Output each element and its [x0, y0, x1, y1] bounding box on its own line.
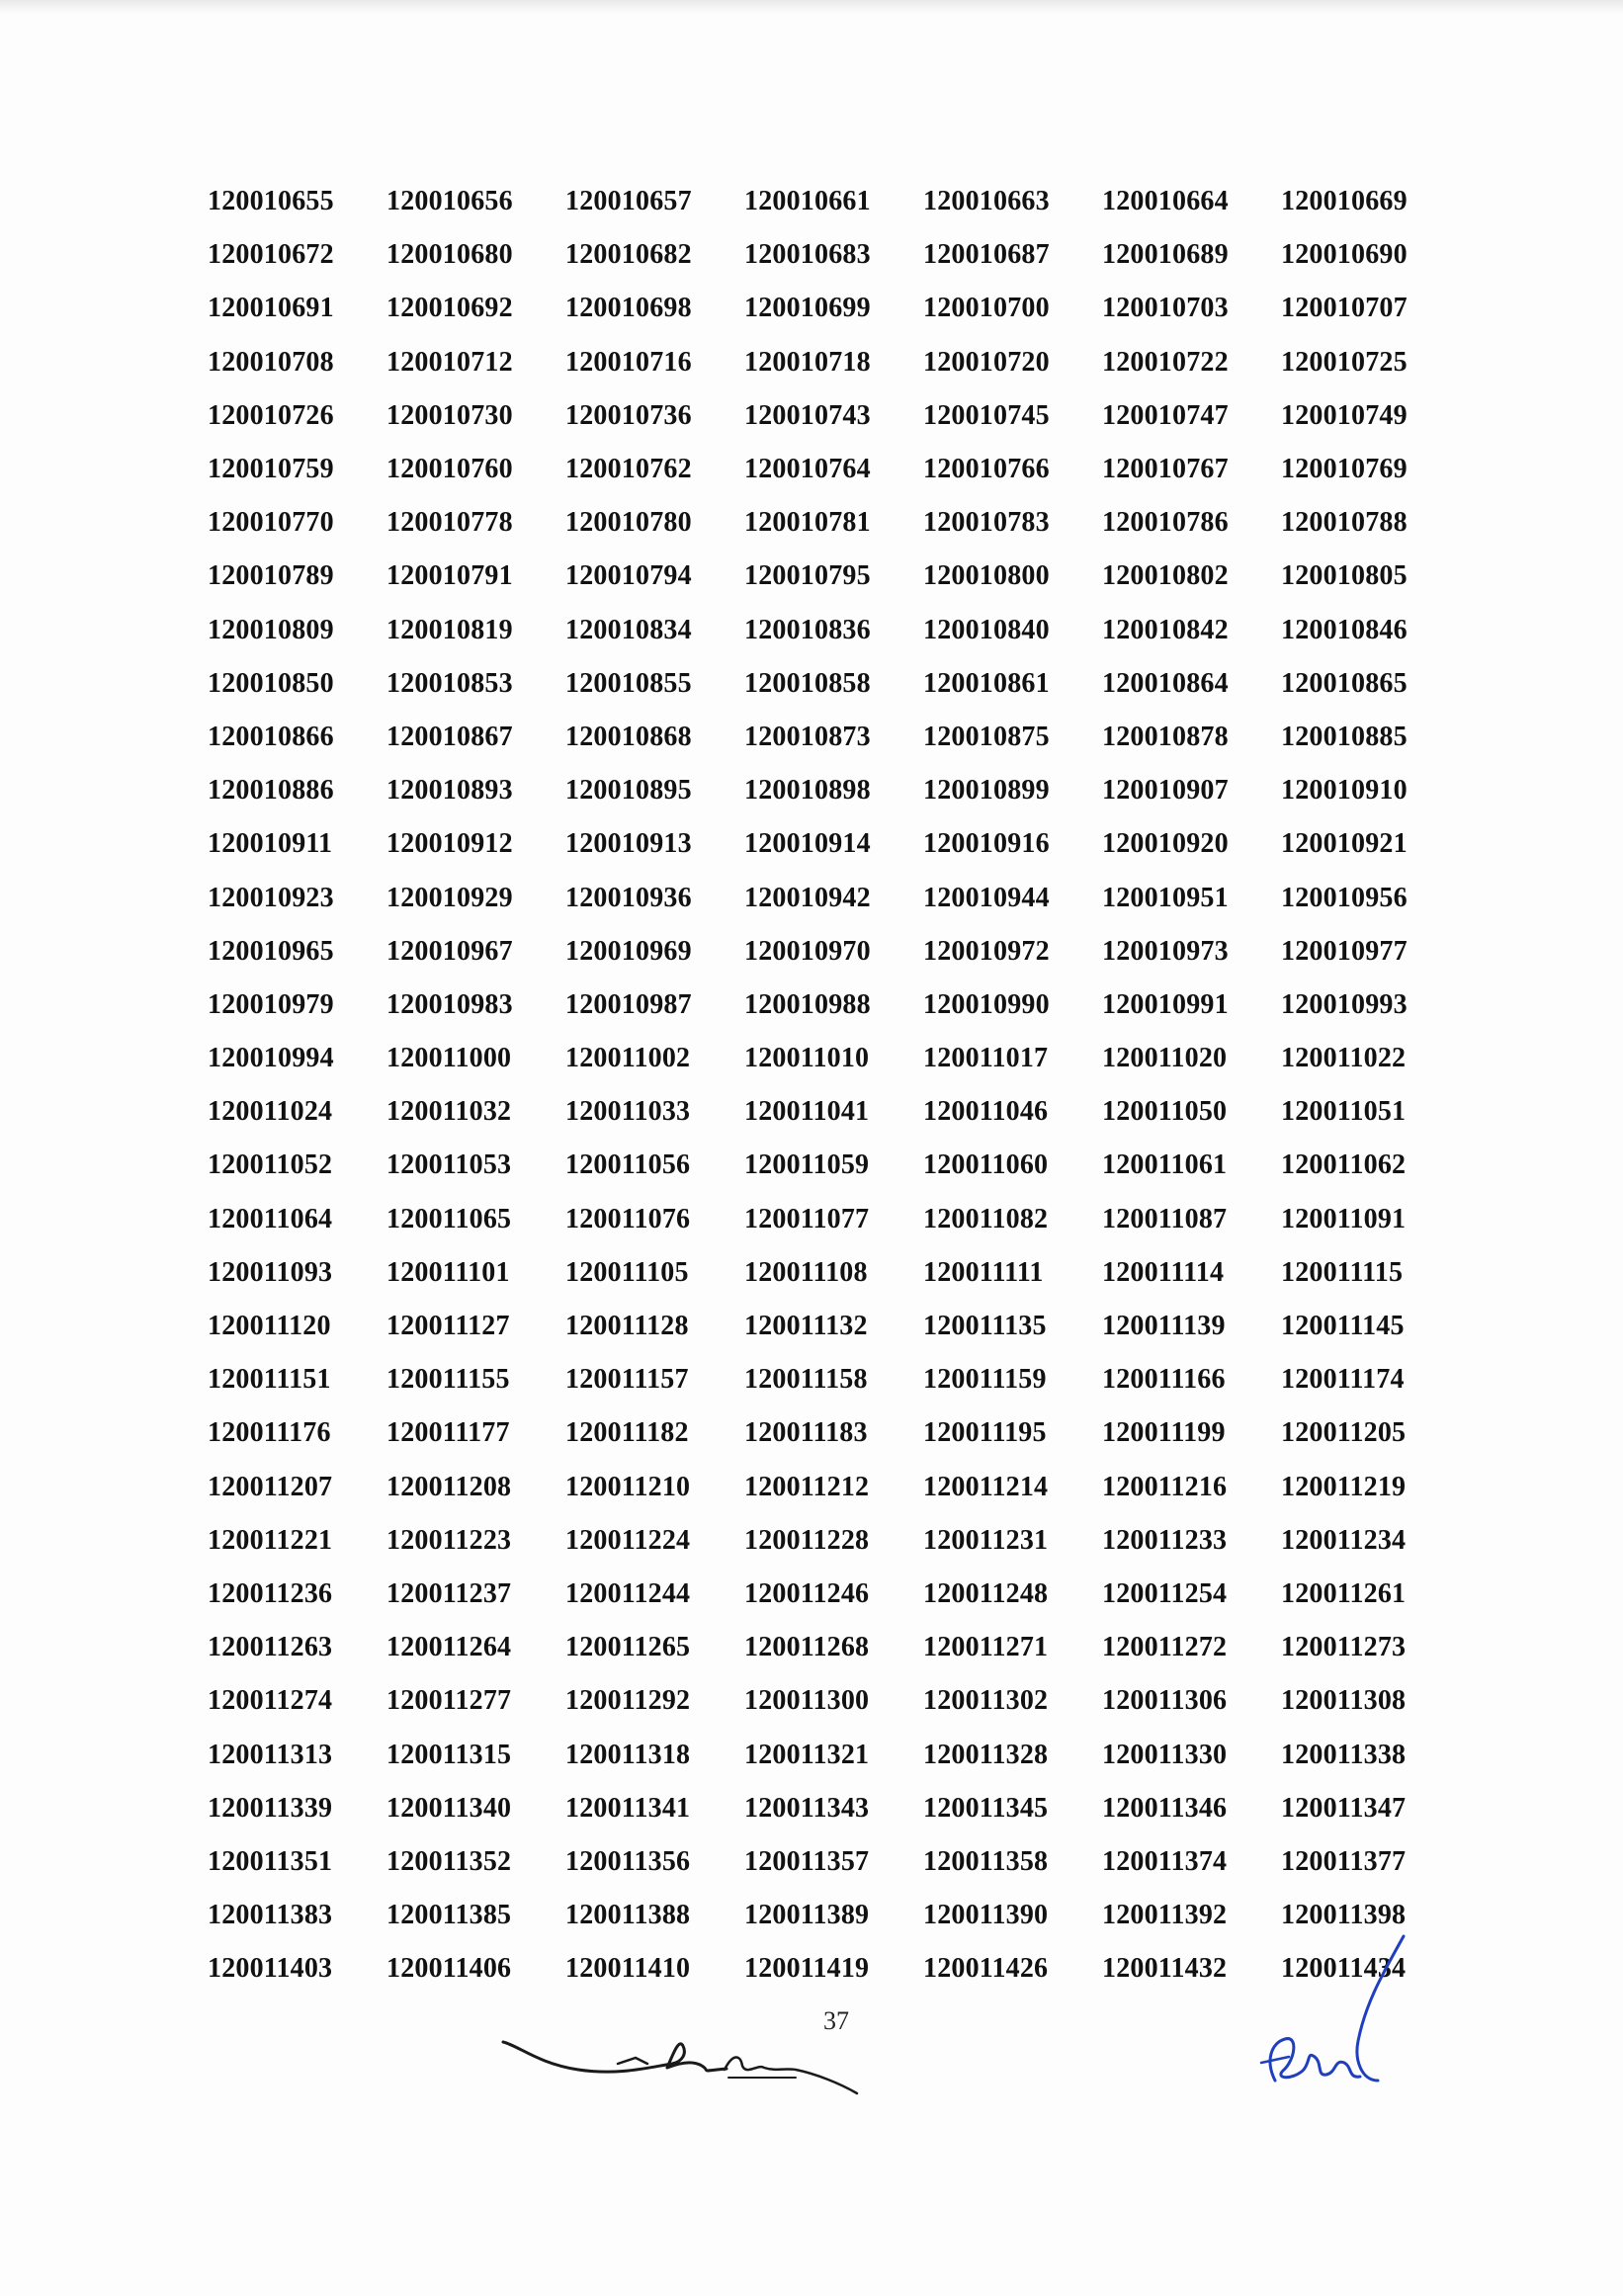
roll-number: 120011061 [1102, 1149, 1228, 1181]
roll-number: 120011392 [1102, 1900, 1228, 1931]
roll-number: 120011434 [1281, 1953, 1407, 1985]
roll-number: 120010846 [1281, 614, 1408, 645]
roll-number: 120010759 [208, 454, 334, 485]
roll-number: 120011390 [923, 1900, 1049, 1931]
roll-number: 120010682 [565, 239, 692, 271]
roll-number: 120011264 [386, 1632, 512, 1663]
roll-number: 120010760 [386, 454, 513, 485]
roll-number: 120010809 [208, 614, 334, 645]
roll-number: 120011111 [923, 1256, 1044, 1288]
roll-number: 120011292 [565, 1685, 691, 1717]
roll-number: 120011205 [1281, 1417, 1407, 1449]
signature-right [1255, 1932, 1413, 2100]
roll-number: 120011346 [1102, 1792, 1228, 1824]
scan-top-edge [0, 0, 1623, 14]
roll-number: 120010850 [208, 667, 334, 699]
roll-number: 120010923 [208, 882, 334, 913]
roll-number: 120010942 [744, 882, 871, 913]
roll-number: 120010691 [208, 293, 334, 324]
roll-number: 120010834 [565, 614, 692, 645]
roll-number: 120011410 [565, 1953, 691, 1985]
roll-number: 120011024 [208, 1096, 333, 1128]
roll-number: 120011358 [923, 1845, 1049, 1877]
roll-number: 120011000 [386, 1043, 512, 1074]
roll-number: 120011087 [1102, 1203, 1228, 1234]
roll-number: 120011135 [923, 1311, 1047, 1342]
roll-number: 120011093 [208, 1256, 333, 1288]
roll-number: 120010893 [386, 775, 513, 807]
roll-number: 120011053 [386, 1149, 512, 1181]
roll-number: 120011139 [1102, 1311, 1226, 1342]
roll-number: 120010664 [1102, 186, 1229, 217]
roll-number: 120011432 [1102, 1953, 1228, 1985]
roll-number: 120010967 [386, 935, 513, 967]
roll-number: 120010780 [565, 507, 692, 539]
roll-number: 120011352 [386, 1845, 512, 1877]
roll-number: 120011166 [1102, 1364, 1226, 1396]
roll-number: 120010747 [1102, 399, 1229, 431]
roll-number: 120010700 [923, 293, 1050, 324]
roll-number: 120010970 [744, 935, 871, 967]
roll-number: 120010736 [565, 399, 692, 431]
roll-number: 120010794 [565, 560, 692, 592]
roll-number: 120010979 [208, 988, 334, 1020]
roll-number: 120010657 [565, 186, 692, 217]
roll-number: 120010800 [923, 560, 1050, 592]
roll-number: 120010680 [386, 239, 513, 271]
roll-number: 120010965 [208, 935, 334, 967]
roll-number: 120011383 [208, 1900, 333, 1931]
roll-number: 120011221 [208, 1524, 333, 1556]
roll-number: 120011128 [565, 1311, 689, 1342]
roll-number: 120011032 [386, 1096, 512, 1128]
roll-number: 120011426 [923, 1953, 1049, 1985]
roll-number: 120010689 [1102, 239, 1229, 271]
roll-number: 120011351 [208, 1845, 333, 1877]
roll-number: 120010720 [923, 346, 1050, 378]
roll-number: 120011302 [923, 1685, 1049, 1717]
roll-number: 120010916 [923, 828, 1050, 860]
roll-number: 120011064 [208, 1203, 333, 1234]
roll-number: 120010672 [208, 239, 334, 271]
roll-number: 120010956 [1281, 882, 1408, 913]
roll-number: 120010912 [386, 828, 513, 860]
roll-number: 120010716 [565, 346, 692, 378]
roll-number: 120010708 [208, 346, 334, 378]
roll-number: 120011388 [565, 1900, 691, 1931]
roll-number: 120011033 [565, 1096, 691, 1128]
roll-number: 120011374 [1102, 1845, 1228, 1877]
roll-number: 120010703 [1102, 293, 1229, 324]
roll-number: 120011065 [386, 1203, 512, 1234]
roll-number: 120011010 [744, 1043, 870, 1074]
roll-number: 120010656 [386, 186, 513, 217]
roll-number: 120011177 [386, 1417, 510, 1449]
roll-number: 120011300 [744, 1685, 870, 1717]
roll-number: 120011101 [386, 1256, 510, 1288]
roll-number: 120011216 [1102, 1471, 1228, 1502]
roll-number: 120010655 [208, 186, 334, 217]
roll-number: 120011210 [565, 1471, 691, 1502]
roll-number: 120010726 [208, 399, 334, 431]
roll-number: 120011339 [208, 1792, 333, 1824]
roll-number: 120011214 [923, 1471, 1049, 1502]
roll-number: 120010692 [386, 293, 513, 324]
roll-number: 120011082 [923, 1203, 1049, 1234]
roll-number: 120010853 [386, 667, 513, 699]
roll-number: 120010712 [386, 346, 513, 378]
roll-number: 120010786 [1102, 507, 1229, 539]
roll-number-grid [208, 175, 1443, 1996]
roll-number: 120010867 [386, 721, 513, 752]
roll-number: 120011236 [208, 1577, 333, 1609]
roll-number: 120010783 [923, 507, 1050, 539]
roll-number: 120011277 [386, 1685, 512, 1717]
roll-number: 120010789 [208, 560, 334, 592]
roll-number: 120011261 [1281, 1577, 1407, 1609]
roll-number: 120010778 [386, 507, 513, 539]
roll-number: 120011127 [386, 1311, 510, 1342]
roll-number: 120011108 [744, 1256, 868, 1288]
roll-number: 120011330 [1102, 1739, 1228, 1770]
roll-number: 120010762 [565, 454, 692, 485]
roll-number: 120010920 [1102, 828, 1229, 860]
roll-number: 120010690 [1281, 239, 1408, 271]
roll-number: 120010994 [208, 1043, 334, 1074]
roll-number: 120011318 [565, 1739, 691, 1770]
roll-number: 120011273 [1281, 1632, 1407, 1663]
roll-number: 120010983 [386, 988, 513, 1020]
roll-number: 120011114 [1102, 1256, 1225, 1288]
roll-number: 120010802 [1102, 560, 1229, 592]
roll-number: 120011268 [744, 1632, 870, 1663]
roll-number: 120010921 [1281, 828, 1408, 860]
roll-number: 120011020 [1102, 1043, 1228, 1074]
roll-number: 120011155 [386, 1364, 510, 1396]
roll-number: 120010788 [1281, 507, 1408, 539]
roll-number: 120010836 [744, 614, 871, 645]
roll-number: 120010805 [1281, 560, 1408, 592]
roll-number: 120011356 [565, 1845, 691, 1877]
roll-number: 120010707 [1281, 293, 1408, 324]
roll-number: 120011345 [923, 1792, 1049, 1824]
roll-number: 120011120 [208, 1311, 331, 1342]
roll-number: 120010683 [744, 239, 871, 271]
roll-number: 120011315 [386, 1739, 512, 1770]
roll-number: 120010951 [1102, 882, 1229, 913]
roll-number: 120011272 [1102, 1632, 1228, 1663]
roll-number: 120010743 [744, 399, 871, 431]
roll-number: 120011263 [208, 1632, 333, 1663]
roll-number: 120011091 [1281, 1203, 1407, 1234]
roll-number: 120010878 [1102, 721, 1229, 752]
roll-number: 120011385 [386, 1900, 512, 1931]
roll-number: 120010972 [923, 935, 1050, 967]
roll-number: 120011207 [208, 1471, 333, 1502]
roll-number: 120011056 [565, 1149, 691, 1181]
roll-number: 120010795 [744, 560, 871, 592]
roll-number: 120010875 [923, 721, 1050, 752]
roll-number: 120010898 [744, 775, 871, 807]
roll-number: 120010973 [1102, 935, 1229, 967]
roll-number: 120010766 [923, 454, 1050, 485]
roll-number: 120011046 [923, 1096, 1049, 1128]
roll-number: 120011076 [565, 1203, 691, 1234]
roll-number: 120010725 [1281, 346, 1408, 378]
roll-number: 120010698 [565, 293, 692, 324]
roll-number: 120011151 [208, 1364, 331, 1396]
roll-number: 120010669 [1281, 186, 1408, 217]
roll-number: 120010770 [208, 507, 334, 539]
roll-number: 120011398 [1281, 1900, 1407, 1931]
roll-number: 120011233 [1102, 1524, 1228, 1556]
roll-number: 120011212 [744, 1471, 870, 1502]
roll-number: 120011377 [1281, 1845, 1407, 1877]
roll-number: 120011246 [744, 1577, 870, 1609]
roll-number: 120011403 [208, 1953, 333, 1985]
roll-number: 120011231 [923, 1524, 1049, 1556]
roll-number: 120011223 [386, 1524, 512, 1556]
roll-number: 120011338 [1281, 1739, 1407, 1770]
roll-number: 120011182 [565, 1417, 689, 1449]
roll-number: 120011234 [1281, 1524, 1407, 1556]
roll-number: 120011132 [744, 1311, 868, 1342]
roll-number: 120010977 [1281, 935, 1408, 967]
roll-number: 120010911 [208, 828, 333, 860]
roll-number: 120011174 [1281, 1364, 1405, 1396]
roll-number: 120011017 [923, 1043, 1049, 1074]
roll-number: 120011195 [923, 1417, 1047, 1449]
roll-number: 120011228 [744, 1524, 870, 1556]
roll-number: 120011060 [923, 1149, 1049, 1181]
roll-number: 120011158 [744, 1364, 868, 1396]
roll-number: 120010944 [923, 882, 1050, 913]
roll-number: 120010663 [923, 186, 1050, 217]
roll-number: 120011341 [565, 1792, 691, 1824]
roll-number: 120011406 [386, 1953, 512, 1985]
roll-number: 120011254 [1102, 1577, 1228, 1609]
roll-number: 120010885 [1281, 721, 1408, 752]
roll-number: 120011115 [1281, 1256, 1404, 1288]
roll-number: 120010764 [744, 454, 871, 485]
roll-number: 120011208 [386, 1471, 512, 1502]
roll-number: 120011357 [744, 1845, 870, 1877]
roll-number: 120011389 [744, 1900, 870, 1931]
roll-number: 120011274 [208, 1685, 333, 1717]
roll-number: 120011219 [1281, 1471, 1407, 1502]
roll-number: 120011419 [744, 1953, 870, 1985]
roll-number: 120010791 [386, 560, 513, 592]
roll-number: 120010895 [565, 775, 692, 807]
roll-number: 120011157 [565, 1364, 689, 1396]
roll-number: 120010749 [1281, 399, 1408, 431]
roll-number: 120010718 [744, 346, 871, 378]
roll-number: 120011176 [208, 1417, 331, 1449]
roll-number: 120010699 [744, 293, 871, 324]
roll-number: 120011340 [386, 1792, 512, 1824]
roll-number: 120010861 [923, 667, 1050, 699]
roll-number: 120011050 [1102, 1096, 1228, 1128]
roll-number: 120010781 [744, 507, 871, 539]
roll-number: 120010767 [1102, 454, 1229, 485]
roll-number: 120011145 [1281, 1311, 1405, 1342]
roll-number: 120010988 [744, 988, 871, 1020]
roll-number: 120010936 [565, 882, 692, 913]
roll-number: 120010858 [744, 667, 871, 699]
roll-number: 120011199 [1102, 1417, 1226, 1449]
roll-number: 120011002 [565, 1043, 691, 1074]
roll-number: 120011183 [744, 1417, 868, 1449]
roll-number: 120010993 [1281, 988, 1408, 1020]
roll-number: 120011159 [923, 1364, 1047, 1396]
roll-number: 120010842 [1102, 614, 1229, 645]
roll-number: 120011224 [565, 1524, 691, 1556]
roll-number: 120010864 [1102, 667, 1229, 699]
roll-number: 120010990 [923, 988, 1050, 1020]
roll-number: 120010991 [1102, 988, 1229, 1020]
roll-number: 120011244 [565, 1577, 691, 1609]
roll-number: 120011313 [208, 1739, 333, 1770]
roll-number: 120010868 [565, 721, 692, 752]
roll-number: 120010969 [565, 935, 692, 967]
roll-number: 120011321 [744, 1739, 870, 1770]
roll-number: 120011077 [744, 1203, 870, 1234]
roll-number: 120010730 [386, 399, 513, 431]
roll-number: 120011248 [923, 1577, 1049, 1609]
roll-number: 120010745 [923, 399, 1050, 431]
roll-number: 120010899 [923, 775, 1050, 807]
roll-number: 120011059 [744, 1149, 870, 1181]
roll-number: 120011347 [1281, 1792, 1407, 1824]
roll-number: 120011052 [208, 1149, 333, 1181]
roll-number: 120011271 [923, 1632, 1049, 1663]
roll-number: 120010840 [923, 614, 1050, 645]
roll-number: 120010687 [923, 239, 1050, 271]
roll-number: 120010907 [1102, 775, 1229, 807]
roll-number: 120010914 [744, 828, 871, 860]
roll-number: 120010873 [744, 721, 871, 752]
roll-number: 120010987 [565, 988, 692, 1020]
page-number: 37 [823, 2006, 849, 2035]
roll-number: 120011022 [1281, 1043, 1407, 1074]
roll-number: 120011105 [565, 1256, 689, 1288]
roll-number: 120010929 [386, 882, 513, 913]
roll-number: 120011062 [1281, 1149, 1407, 1181]
roll-number: 120011308 [1281, 1685, 1407, 1717]
roll-number: 120010769 [1281, 454, 1408, 485]
roll-number: 120010913 [565, 828, 692, 860]
roll-number: 120010819 [386, 614, 513, 645]
roll-number: 120010886 [208, 775, 334, 807]
roll-number: 120011265 [565, 1632, 691, 1663]
roll-number: 120011237 [386, 1577, 512, 1609]
roll-number: 120010865 [1281, 667, 1408, 699]
roll-number: 120011343 [744, 1792, 870, 1824]
roll-number: 120010866 [208, 721, 334, 752]
roll-number: 120011051 [1281, 1096, 1407, 1128]
roll-number: 120010661 [744, 186, 871, 217]
roll-number: 120010855 [565, 667, 692, 699]
roll-number: 120011306 [1102, 1685, 1228, 1717]
signature-left [499, 2024, 865, 2103]
roll-number: 120010910 [1281, 775, 1408, 807]
roll-number: 120011328 [923, 1739, 1049, 1770]
roll-number: 120010722 [1102, 346, 1229, 378]
roll-number: 120011041 [744, 1096, 870, 1128]
